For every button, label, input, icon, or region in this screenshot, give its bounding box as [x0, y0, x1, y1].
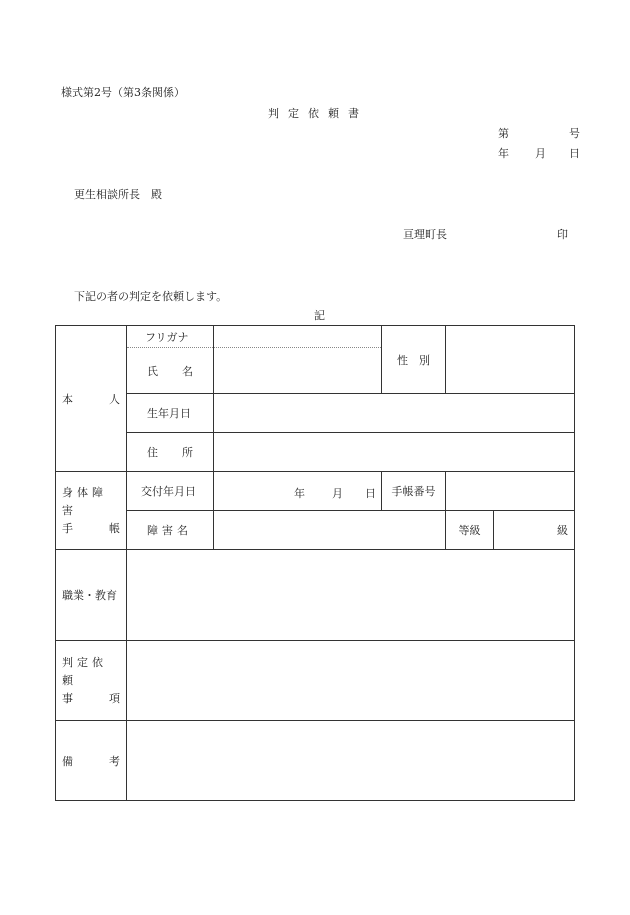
sender: 亘理町長 [403, 228, 447, 241]
techo-label: 身体障害 手 帳 [56, 472, 127, 550]
issue-date-label: 交付年月日 [127, 472, 214, 511]
furigana-label: フリガナ [127, 326, 214, 348]
address-label: 住 所 [127, 433, 214, 472]
ki-label: 記 [314, 309, 325, 322]
addressee: 更生相談所長 殿 [74, 188, 162, 201]
honnin-a: 本 [62, 392, 73, 406]
request-label: 判定依頼 事 項 [56, 641, 127, 721]
gender-field[interactable] [446, 326, 575, 394]
furigana-field[interactable] [214, 326, 382, 348]
date-day: 日 [569, 147, 580, 160]
name-field[interactable] [214, 348, 382, 394]
form-number: 様式第2号（第3条関係） [61, 86, 185, 99]
page-title: 判定依頼書 [268, 107, 368, 120]
intro-text: 下記の者の判定を依頼します。 [74, 290, 228, 303]
grade-label: 等級 [446, 511, 494, 550]
date-month: 月 [535, 147, 546, 160]
disability-label: 障害名 [127, 511, 214, 550]
honnin-b: 人 [109, 392, 120, 406]
date-year: 年 [498, 147, 509, 160]
job-label: 職業・教育 [56, 550, 127, 641]
remarks-field[interactable] [127, 721, 575, 801]
honnin-label [56, 326, 127, 472]
techo-number-label: 手帳番号 [382, 472, 446, 511]
issue-date-field[interactable]: 年 月 日 [214, 472, 382, 511]
name-label: 氏 名 [127, 348, 214, 394]
gender-label: 性 別 [382, 326, 446, 394]
techo-number-field[interactable] [446, 472, 575, 511]
job-field[interactable] [127, 550, 575, 641]
disability-field[interactable] [214, 511, 446, 550]
remarks-label: 備 考 [56, 721, 127, 801]
birthdate-field[interactable] [214, 394, 575, 433]
number-go: 号 [569, 127, 580, 140]
grade-field[interactable]: 級 [494, 511, 575, 550]
request-form-table [55, 325, 575, 801]
number-dai: 第 [498, 127, 509, 140]
address-field[interactable] [214, 433, 575, 472]
birthdate-label: 生年月日 [127, 394, 214, 433]
seal-mark: 印 [557, 228, 568, 241]
request-field[interactable] [127, 641, 575, 721]
